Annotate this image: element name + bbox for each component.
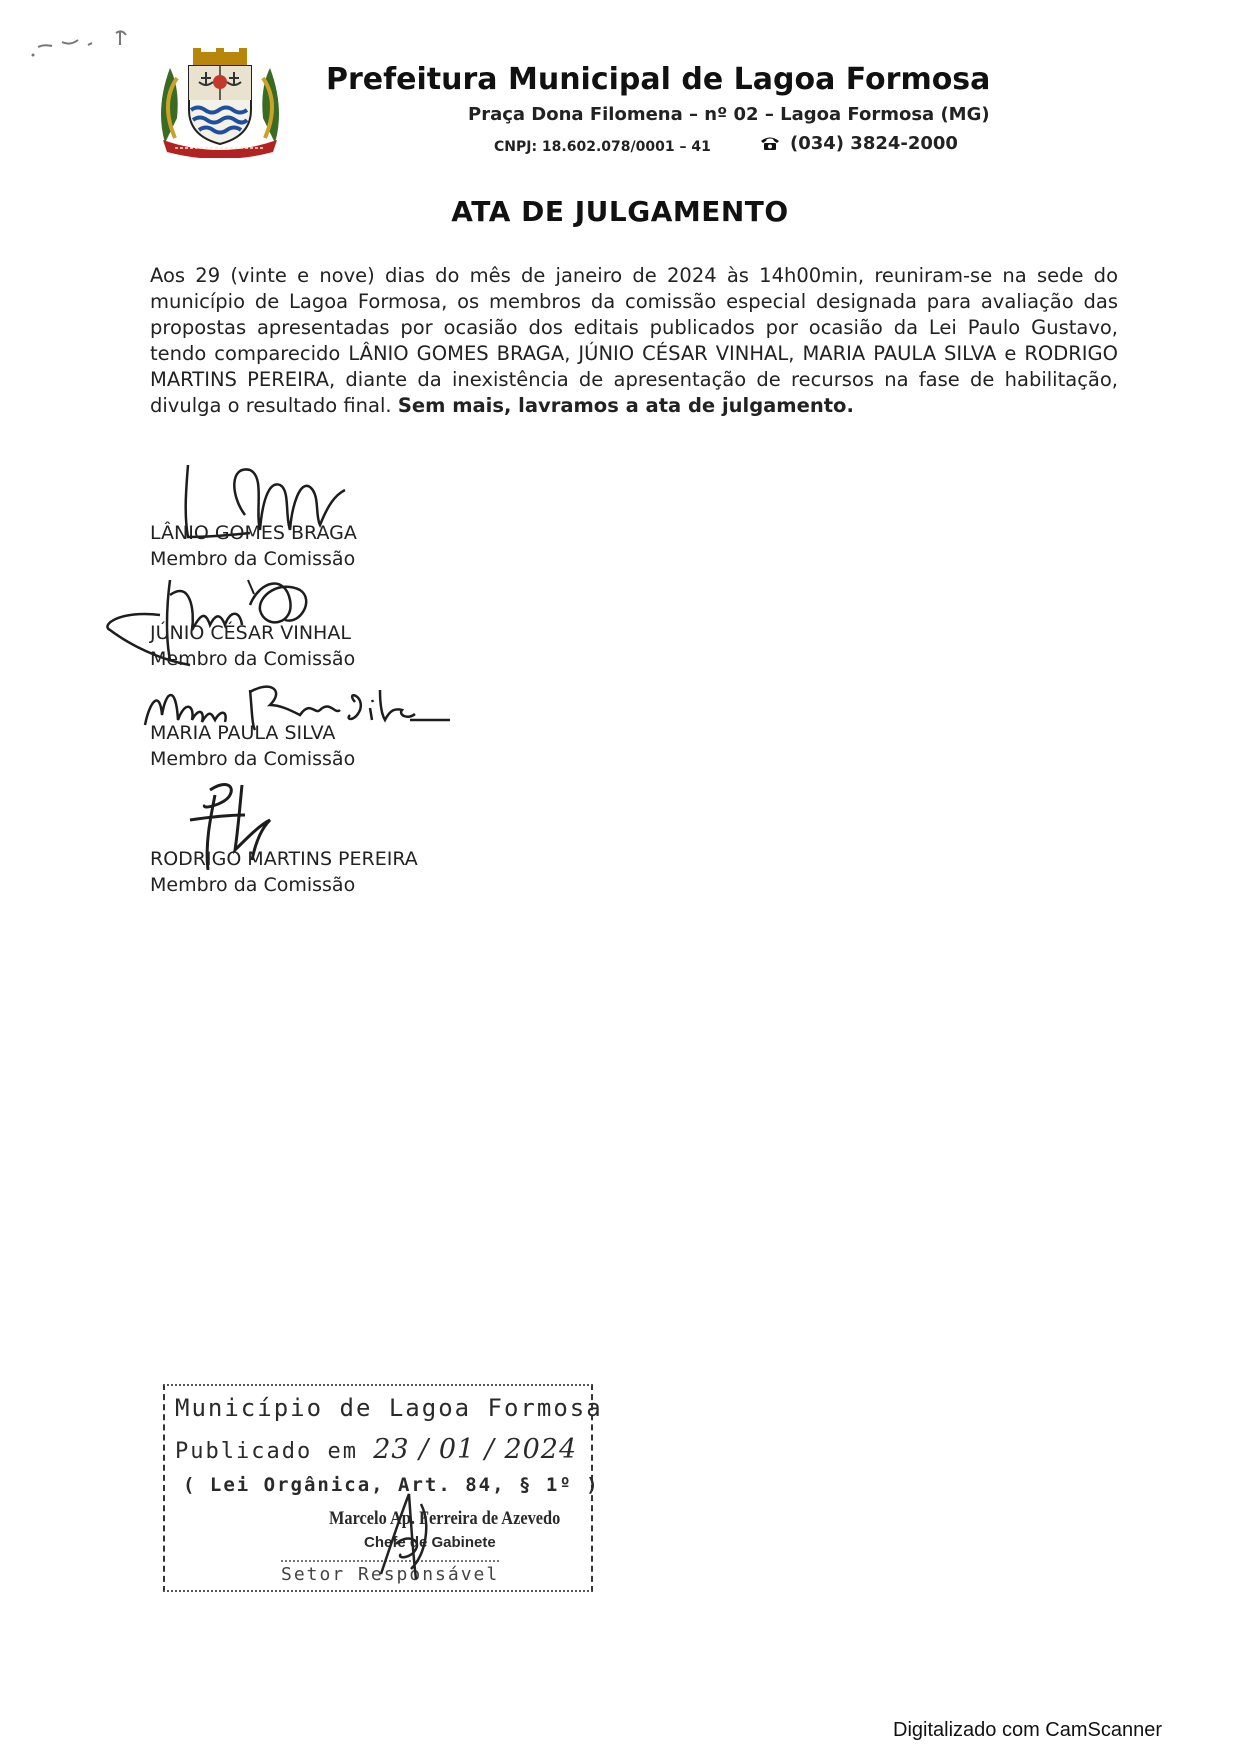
organization-cnpj: CNPJ: 18.602.078/0001 – 41: [494, 139, 711, 155]
stamp-legal-reference: ( Lei Orgânica, Art. 84, § 1º ): [183, 1474, 600, 1496]
document-body: [150, 263, 1118, 419]
signatory-role: Membro da Comissão: [150, 548, 356, 570]
stamp-published: [175, 1434, 577, 1465]
scan-marks: [28, 25, 128, 65]
signatory-1: [150, 520, 357, 572]
body-closing: Sem mais, lavramos a ata de julgamento.: [397, 394, 854, 417]
signatory-3: [150, 720, 355, 772]
stamp-responsible: Setor Responsável: [281, 1560, 499, 1585]
signatory-name: RODRIGO MARTINS PEREIRA: [150, 848, 418, 870]
stamp-signer-role: Chefe de Gabinete: [364, 1534, 496, 1551]
phone-number: (034) 3824-2000: [790, 133, 958, 154]
stamp-published-date: 23 / 01 / 2024: [373, 1434, 578, 1465]
organization-address: Praça Dona Filomena – nº 02 – Lagoa Formosa (MG): [468, 104, 990, 125]
publication-stamp: [163, 1384, 603, 1592]
municipal-crest-logo: [155, 48, 285, 158]
scanner-footer: Digitalizado com CamScanner: [893, 1719, 1163, 1741]
body-paragraph: Aos 29 (vinte e nove) dias do mês de janeiro de 2024 às 14h00min, reuniram-se na sede do município de Lagoa Formosa, os membros da comissão especial designada para avaliação das propostas apresentadas por ocasião dos editais publicados por ocasião da Lei Paulo Gustavo, tendo comparecido LÂNIO GOMES BRAGA, JÚNIO CÉSAR VINHAL, MARIA PAULA SILVA e RODRIGO MARTINS PEREIRA, diante da inexistência de apresentação de recursos na fase de habilitação, divulga o resultado final.: [150, 264, 1118, 417]
telephone-icon: [760, 136, 780, 150]
signatory-name: JÚNIO CÉSAR VINHAL: [150, 622, 351, 644]
document-title: ATA DE JULGAMENTO: [451, 195, 789, 228]
signatory-2: [150, 620, 355, 672]
signatory-name: LÂNIO GOMES BRAGA: [150, 522, 357, 544]
stamp-signer-name: Marcelo Ap. Ferreira de Azevedo: [329, 1508, 561, 1529]
signatory-role: Membro da Comissão: [150, 648, 356, 670]
signatory-role: Membro da Comissão: [150, 874, 356, 896]
organization-name: Prefeitura Municipal de Lagoa Formosa: [326, 62, 991, 97]
signatory-4: [150, 846, 418, 898]
signatory-name: MARIA PAULA SILVA: [150, 722, 336, 744]
stamp-municipality: Município de Lagoa Formosa: [175, 1394, 603, 1422]
signatory-role: Membro da Comissão: [150, 748, 356, 770]
organization-phone: [760, 133, 958, 154]
stamp-published-label: Publicado em: [175, 1439, 358, 1464]
